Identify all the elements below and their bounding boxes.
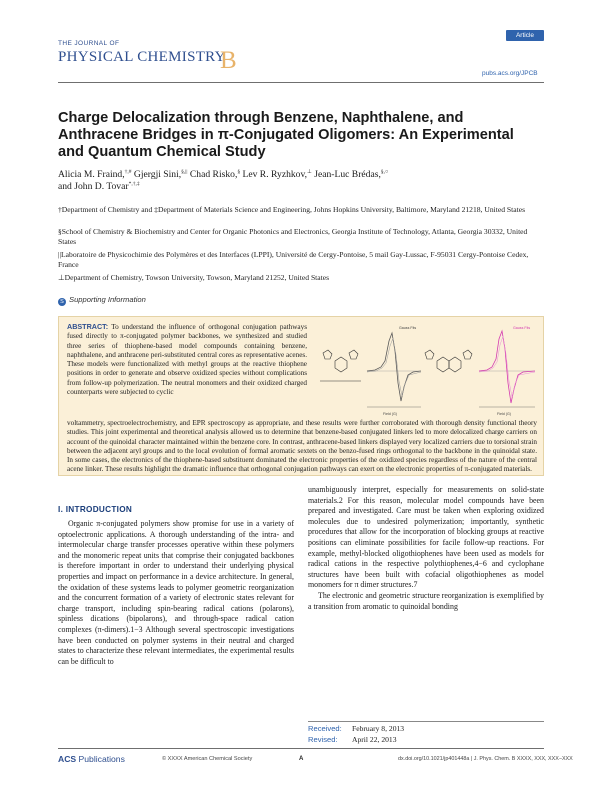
epr-axis-right: Field (G) xyxy=(497,412,511,416)
abstract-label: ABSTRACT: xyxy=(67,322,109,331)
revised-date: April 22, 2013 xyxy=(352,734,397,744)
author-affil-marker: †,# xyxy=(124,168,132,175)
article-title: Charge Delocalization through Benzene, Naphthalene, and Anthracene Bridges in π-Conjugated Oligomers: An Experimental and Quantum Chemical Study xyxy=(58,110,514,161)
journal-logo xyxy=(58,40,237,74)
publications-logo-text: Publications xyxy=(76,754,125,764)
supporting-information-link[interactable] xyxy=(58,295,146,306)
affiliation: ⊥Department of Chemistry, Towson University, Towson, Maryland 21252, United States xyxy=(58,273,330,282)
epr-legend-right: Gauss Fits xyxy=(513,326,531,330)
molecule-structure-left xyxy=(320,350,361,381)
author-affil-marker: § xyxy=(237,168,241,175)
affiliation: †Department of Chemistry and ‡Department of Materials Science and Engineering, Johns Hopkins University, Baltimore, Maryland 21218, United States xyxy=(58,205,526,214)
copyright-notice: © XXXX American Chemical Society xyxy=(162,756,253,762)
received-date: February 8, 2013 xyxy=(352,724,405,733)
author-list xyxy=(58,169,544,194)
doi-link[interactable]: dx.doi.org/10.1021/jp401448a | J. Phys. Chem. B XXXX, XXX, XXX−XXX xyxy=(398,756,573,762)
author-affil-marker: ⊥ xyxy=(307,168,312,175)
abstract-text-bottom: voltammetry, spectroelectrochemistry, and EPR spectroscopy as appropriate, and these results were further corroborated with thorough density functional theory studies. This joint experimental and theoretical analysis allowed us to determine that benzene-based conjugated linkers led to more delocalized charge carriers on account of the quinoidal character maintained within the benzene core. In contrast, anthracene-based linkers displayed very localized carriers due to torsional strain between the adjacent aryl groups and to the local evolution of formal aromatic sextets on the benzo-fused rings orthogonal to the backbone in the quinoidal state. In some cases, the electronics of the thiophene-based substituent dominated the electronic properties of the oxidized species regardless of the nature of the central acene linker. These results highlight the dramatic influence that orthogonal conjugation pathways can exert on the electronic properties of π-conjugated materials. xyxy=(67,419,537,474)
revised-label: Revised: xyxy=(308,734,338,744)
toc-graphic xyxy=(315,321,539,417)
epr-spectrum-left xyxy=(367,326,421,416)
dates-rule-top xyxy=(308,721,544,722)
abstract-box xyxy=(58,316,544,476)
author-name[interactable]: Alicia M. Fraind, xyxy=(58,169,125,180)
page-number: A xyxy=(299,756,304,762)
epr-axis-left: Field (G) xyxy=(383,412,397,416)
journal-url-link[interactable]: pubs.acs.org/JPCB xyxy=(482,70,538,77)
abstract-part1: To understand the influence of orthogonal conjugation pathways fused directly to π-conjugated polymer backbones, we synthesized and studied three series of thiophene-based model compounds containing benzene, naphthalene, and anthracene peri-substituted central cores as representative acenes. These models were functionalized with methyl groups at the reactive thiophene positions in order to generate and observe oxidized species without complications from follow-up polymerization. The neutral monomers and their oxidized charged counterparts were subjected to cyclic xyxy=(67,323,307,397)
acs-publications-logo[interactable] xyxy=(58,754,125,764)
author-name[interactable]: Lev R. Ryzhkov, xyxy=(240,169,308,180)
article-badge: Article xyxy=(506,30,544,41)
intro-paragraph: Organic π-conjugated polymers show promise for use in a variety of optoelectronic applications. A thorough understanding of the intra- and intermolecular charge transfer processes operative within these polymers and the monomeric repeat units that comprise their conjugated backbones is therefore important in order to understand their underlying physical properties and impact on performance in a device architecture. In general, the oxidation of these systems leads to polymer geometric reorganization and the concurrent formation of a variety of electronic states relevant for charge transport, including spin-bearing radical cations (polarons), spinless dications (bipolarons), and through-space radical cation complexes (π-dimers).1−3 Although several spectroscopic investigations have been conducted on polymer systems in their neutral and charged states to characterize these relevant intermediates, the experimental results can be difficult to xyxy=(58,519,294,666)
author-name[interactable]: Gjergji Sini, xyxy=(131,169,182,180)
intro-paragraph: unambiguously interpret, especially for measurements on solid-state materials.2 For this reason, molecular model compounds have been prepared and investigated. Care must be taken when exploring oxidized molecules due to undesired polymerization; importantly, synthetic procedures that allow for the incorporation of blocking groups at reactive positions can eliminate possibilities for facile follow-up reactions. For example, methyl-blocked oligothiophenes have been used as models for radical cations in the respective polythiophenes,4−6 and cyclophane structures have been built with cofacial oligothiophenes as model monomers for π dimer structures.7 xyxy=(308,485,544,590)
section-heading: I. INTRODUCTION xyxy=(58,505,133,514)
author-affil-marker: *,†,‡ xyxy=(128,181,140,188)
journal-letter: B xyxy=(220,47,237,74)
footer-rule xyxy=(58,748,544,749)
journal-name: PHYSICAL CHEMISTRY xyxy=(58,49,226,65)
epr-legend-left: Gauss Fits xyxy=(399,326,417,330)
epr-spectrum-right xyxy=(479,326,535,416)
left-column xyxy=(58,519,294,667)
abstract-text-top xyxy=(67,322,307,397)
intro-paragraph: The electronic and geometric structure reorganization is exemplified by a transition from aromatic to quinoidal bonding xyxy=(308,590,544,611)
received-label: Received: xyxy=(308,724,342,733)
acs-logo-text: ACS xyxy=(58,754,77,764)
molecule-structure-right xyxy=(425,350,472,372)
affiliation: ||Laboratoire de Physicochimie des Polymères et des Interfaces (LPPI), Université de Cergy-Pontoise, 5 mail Gay-Lussac, F-95031 Cergy-Pontoise Cedex, France xyxy=(58,250,529,269)
author-affil-marker: §,○ xyxy=(380,168,389,175)
received-dates xyxy=(308,724,404,745)
author-name[interactable]: Jean-Luc Brédas, xyxy=(311,169,381,180)
journal-the: THE JOURNAL OF xyxy=(58,40,120,47)
author-affil-marker: §,|| xyxy=(181,168,188,175)
right-column xyxy=(308,485,544,612)
supporting-info-icon: S xyxy=(58,298,66,306)
author-name[interactable]: and John D. Tovar xyxy=(58,181,129,193)
author-name[interactable]: Chad Risko, xyxy=(187,169,238,180)
supporting-info-label: Supporting Information xyxy=(69,295,146,304)
header-rule xyxy=(58,82,544,83)
affiliation: §School of Chemistry & Biochemistry and Center for Organic Photonics and Electronics, Georgia Institute of Technology, Atlanta, Georgia 30332, United States xyxy=(58,227,528,246)
